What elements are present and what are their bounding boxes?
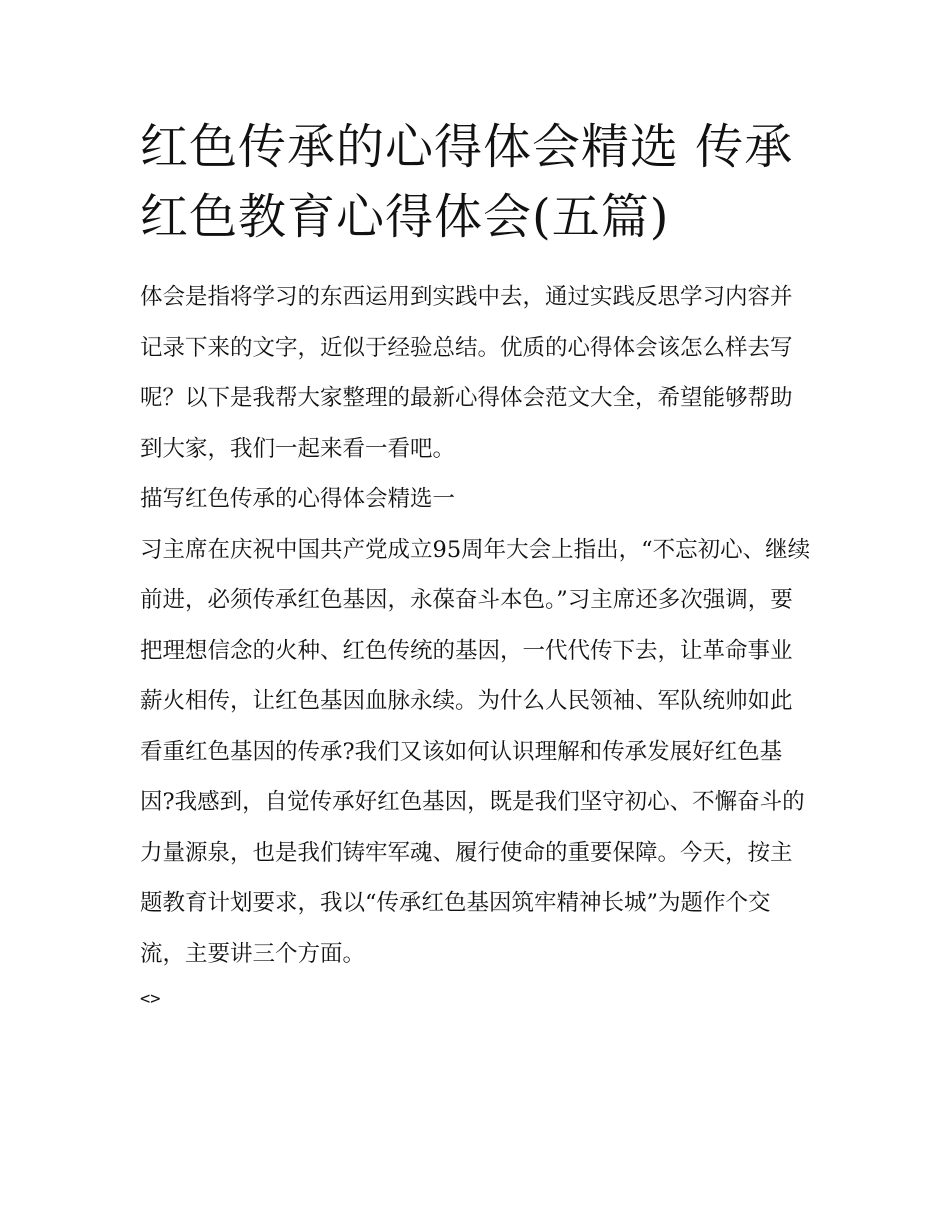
angle-bracket-marker: <> xyxy=(140,989,161,1009)
section-heading: 描写红色传承的心得体会精选一 xyxy=(140,486,456,512)
document-page xyxy=(140,112,812,1011)
document-title: 红色传承的心得体会精选 传承红色教育心得体会(五篇) xyxy=(140,119,794,245)
intro-paragraph: 体会是指将学习的东西运用到实践中去，通过实践反思学习内容并记录下来的文字，近似于经验总结。优质的心得体会该怎么样去写呢？以下是我帮大家整理的最新心得体会范文大全，希望能够帮助到大家，我们一起来看一看吧。 xyxy=(140,284,793,462)
body-paragraph: 习主席在庆祝中国共产党成立95周年大会上指出，“不忘初心、继续前进，必须传承红色基因，永葆奋斗本色。”习主席还多次强调，要把理想信念的火种、红色传统的基因，一代代传下去，让革命事业薪火相传，让红色基因血脉永续。为什么人民领袖、军队统帅如此看重红色基因的传承?我们又该如何认识理解和传承发展好红色基因?我感到，自觉传承好红色基因，既是我们坚守初心、不懈奋斗的力量源泉，也是我们铸牢军魂、履行使命的重要保障。今天，按主题教育计划要求，我以“传承红色基因筑牢精神长城”为题作个交流，主要讲三个方面。 xyxy=(140,536,811,967)
